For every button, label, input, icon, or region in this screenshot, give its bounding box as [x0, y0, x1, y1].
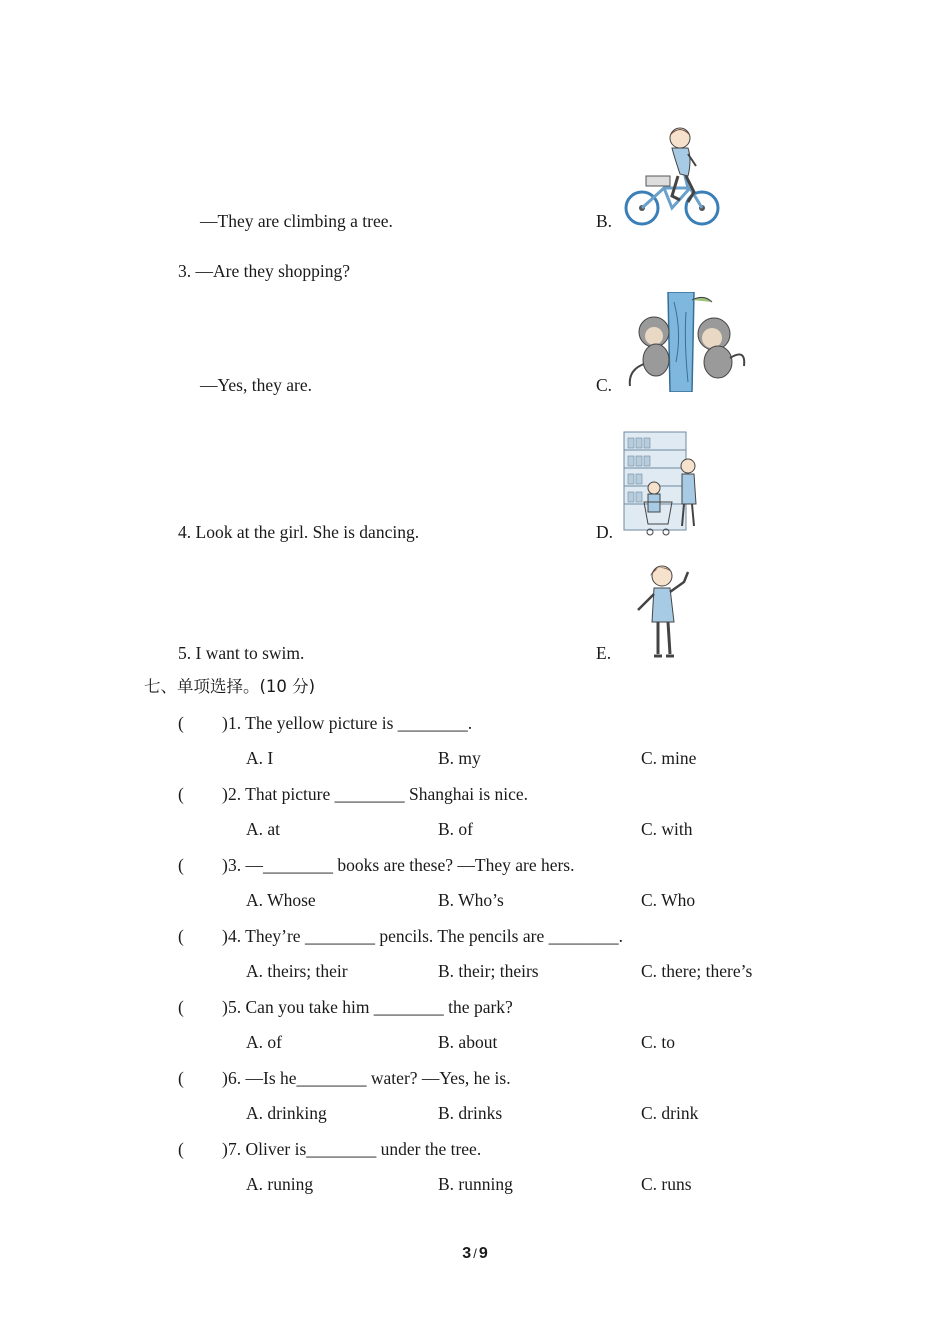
question-stem: 2. That picture ________ Shanghai is nice.	[228, 784, 529, 804]
monkeys-climbing-tree-icon	[622, 292, 750, 392]
answer-blank[interactable]: )	[222, 713, 228, 733]
answer-option-a[interactable]: A. drinking	[246, 1103, 327, 1123]
answer-blank[interactable]: )	[222, 855, 228, 875]
answer-paren-open: (	[178, 784, 184, 804]
option-e-label: E.	[596, 643, 612, 663]
answer-paren-open: (	[178, 1068, 184, 1088]
option-c-label: C.	[596, 375, 613, 395]
question-stem: 4. They’re ________ pencils. The pencils are ________.	[228, 926, 623, 946]
answer-option-c[interactable]: C. Who	[641, 890, 696, 910]
page-slash: /	[473, 1246, 477, 1261]
answer-option-b[interactable]: B. Who’s	[438, 890, 504, 910]
q4-text: 4. Look at the girl. She is dancing.	[178, 522, 420, 542]
answer-option-c[interactable]: C. runs	[641, 1174, 692, 1194]
option-b-label: B.	[596, 211, 613, 231]
girl-riding-bike-icon	[622, 126, 722, 228]
answer-paren-open: (	[178, 926, 184, 946]
answer-option-b[interactable]: B. running	[438, 1174, 513, 1194]
answer-option-a[interactable]: A. at	[246, 819, 281, 839]
answer-paren-open: (	[178, 713, 184, 733]
answer-option-a[interactable]: A. Whose	[246, 890, 316, 910]
answer-option-b[interactable]: B. their; theirs	[438, 961, 539, 981]
answer-blank[interactable]: )	[222, 1139, 228, 1159]
q5-text: 5. I want to swim.	[178, 643, 305, 663]
answer-option-a[interactable]: A. theirs; their	[246, 961, 348, 981]
answer-option-b[interactable]: B. drinks	[438, 1103, 503, 1123]
question-stem: 7. Oliver is________ under the tree.	[228, 1139, 482, 1159]
answer-paren-open: (	[178, 997, 184, 1017]
answer-option-c[interactable]: C. drink	[641, 1103, 699, 1123]
page-number	[0, 1245, 950, 1263]
answer-option-b[interactable]: B. about	[438, 1032, 498, 1052]
answer-blank[interactable]: )	[222, 997, 228, 1017]
option-d-label: D.	[596, 522, 614, 542]
answer-option-b[interactable]: B. of	[438, 819, 473, 839]
answer-blank[interactable]: )	[222, 926, 228, 946]
question-stem: 6. —Is he________ water? —Yes, he is.	[228, 1068, 511, 1088]
answer-option-c[interactable]: C. to	[641, 1032, 676, 1052]
q3-question-text: 3. —Are they shopping?	[178, 261, 351, 281]
answer-option-b[interactable]: B. my	[438, 748, 481, 768]
question-stem: 1. The yellow picture is ________.	[228, 713, 473, 733]
page-current: 3	[462, 1245, 472, 1262]
answer-option-c[interactable]: C. mine	[641, 748, 697, 768]
girl-dancing-icon	[636, 564, 696, 662]
answer-option-c[interactable]: C. there; there’s	[641, 961, 753, 981]
answer-option-a[interactable]: A. of	[246, 1032, 282, 1052]
answer-blank[interactable]: )	[222, 1068, 228, 1088]
section-7-heading: 七、单项选择。(10 分)	[144, 677, 316, 696]
question-stem: 5. Can you take him ________ the park?	[228, 997, 513, 1017]
people-shopping-supermarket-icon	[622, 428, 700, 540]
answer-option-a[interactable]: A. runing	[246, 1174, 314, 1194]
question-stem: 3. —________ books are these? —They are hers.	[228, 855, 575, 875]
q2-answer-text: —They are climbing a tree.	[200, 211, 393, 231]
q3-answer-text: —Yes, they are.	[200, 375, 312, 395]
answer-paren-open: (	[178, 855, 184, 875]
page-total: 9	[478, 1245, 488, 1262]
answer-paren-open: (	[178, 1139, 184, 1159]
answer-blank[interactable]: )	[222, 784, 228, 804]
answer-option-a[interactable]: A. I	[246, 748, 274, 768]
answer-option-c[interactable]: C. with	[641, 819, 693, 839]
